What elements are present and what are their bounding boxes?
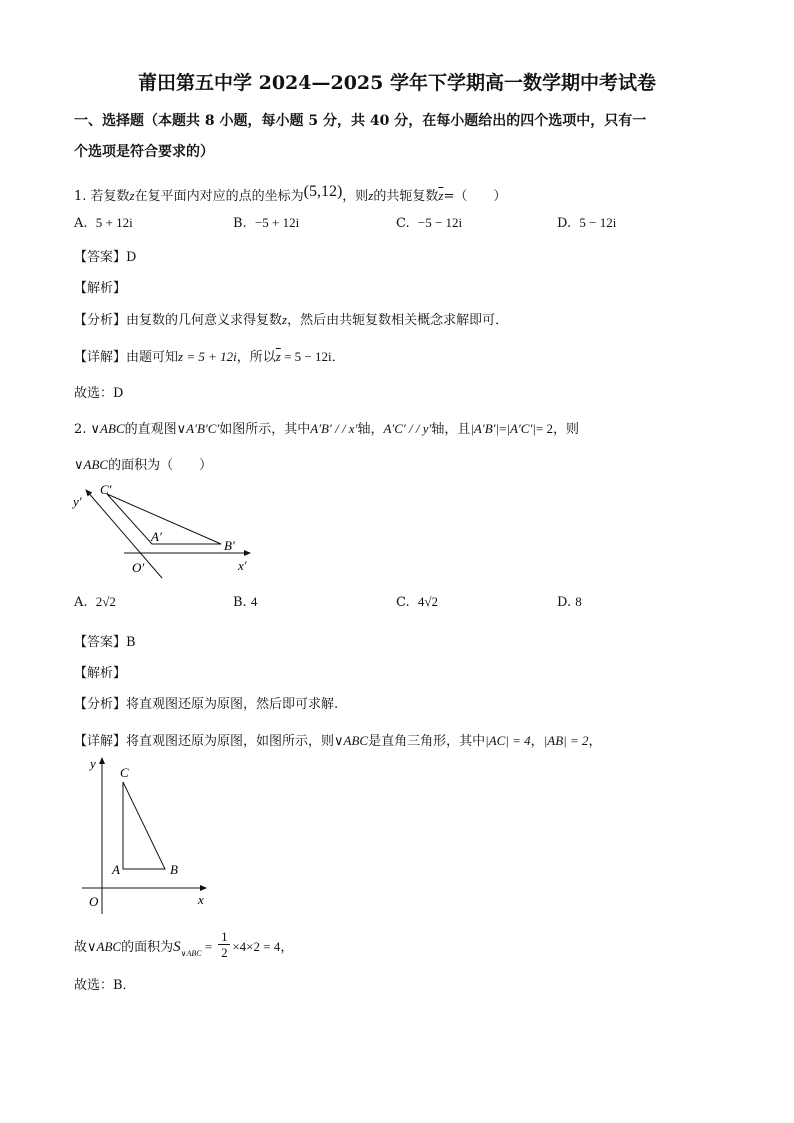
label-a: A bbox=[112, 862, 120, 877]
label-c-prime: C′ bbox=[100, 482, 112, 497]
question-2-stem-line2: ∨ABC的面积为（ ） bbox=[74, 457, 213, 473]
label-x-prime: x′ bbox=[238, 558, 247, 573]
triangle-abc bbox=[123, 782, 165, 869]
q2-fenxi: 【分析】将直观图还原为原图，然后即可求解. bbox=[74, 697, 339, 712]
q2-answer: 【答案】B bbox=[74, 635, 136, 650]
q2-option-b: B. 4 bbox=[233, 594, 258, 610]
q1-option-b: B. −5 + 12i bbox=[233, 215, 300, 231]
q1-option-d: D. 5 − 12i bbox=[557, 215, 617, 231]
label-y-prime: y′ bbox=[73, 494, 82, 509]
triangle-a-prime-b-prime-c-prime bbox=[107, 494, 221, 544]
label-o: O bbox=[89, 894, 99, 909]
label-y: y bbox=[90, 756, 96, 771]
page-title: 莆田第五中学 2024—2025 学年下学期高一数学期中考试卷 bbox=[138, 72, 656, 94]
q1-answer: 【答案】D bbox=[74, 250, 137, 265]
q2-option-a: A. 2√2 bbox=[74, 594, 116, 610]
section-heading-line1: 一、选择题（本题共 8 小题，每小题 5 分，共 40 分，在每小题给出的四个选项中，只有一 bbox=[74, 113, 647, 129]
q2-option-d: D. 8 bbox=[557, 594, 582, 610]
question-2-stem-line1: 2. ∨ABC的直观图∨A′B′C′如图所示，其中A′B′ / / x′轴，A′C′ / / y′轴，且|A′B′|=|A′C′|= 2，则 bbox=[74, 421, 579, 437]
q1-option-a: A. 5 + 12i bbox=[74, 215, 133, 231]
label-b-prime: B′ bbox=[224, 538, 235, 553]
q1-choose: 故选：D bbox=[74, 386, 124, 401]
q1-fenxi: 【分析】由复数的几何意义求得复数z，然后由共轭复数相关概念求解即可． bbox=[74, 312, 509, 328]
q1-option-c: C. −5 − 12i bbox=[396, 215, 463, 231]
label-a-prime: A′ bbox=[151, 529, 162, 544]
original-figure bbox=[82, 752, 217, 914]
label-c: C bbox=[120, 765, 129, 780]
section-heading-line2: 个选项是符合要求的） bbox=[74, 144, 214, 160]
q2-analysis-tag: 【解析】 bbox=[74, 666, 127, 681]
label-o-prime: O′ bbox=[132, 560, 145, 575]
q2-conclusion: 故∨ABC的面积为$S_{\vee ABC}$ = $\frac{1}{2}$ ×4×2 = 4， bbox=[74, 929, 294, 960]
question-1-stem: 1. 若复数z在复平面内对应的点的坐标为(5,12)，则z的共轭复数$\overline{z}=$（ ） bbox=[74, 183, 507, 204]
label-x: x bbox=[198, 892, 204, 907]
fraction-one-half: $\frac{1}{2}$ bbox=[218, 930, 230, 961]
q2-detail: 【详解】将直观图还原为原图，如图所示，则∨ABC是直角三角形，其中|AC| = 4，|AB| = 2， bbox=[74, 733, 602, 749]
q2-choose: 故选：B． bbox=[74, 978, 136, 993]
intuitive-figure bbox=[66, 478, 266, 584]
q1-analysis-tag: 【解析】 bbox=[74, 281, 127, 296]
label-b: B bbox=[170, 862, 178, 877]
q2-option-c: C. 4√2 bbox=[396, 594, 439, 610]
q1-detail: 【详解】由题可知z = 5 + 12i，所以$\overline{z} = 5 - 12i$． bbox=[74, 349, 345, 365]
